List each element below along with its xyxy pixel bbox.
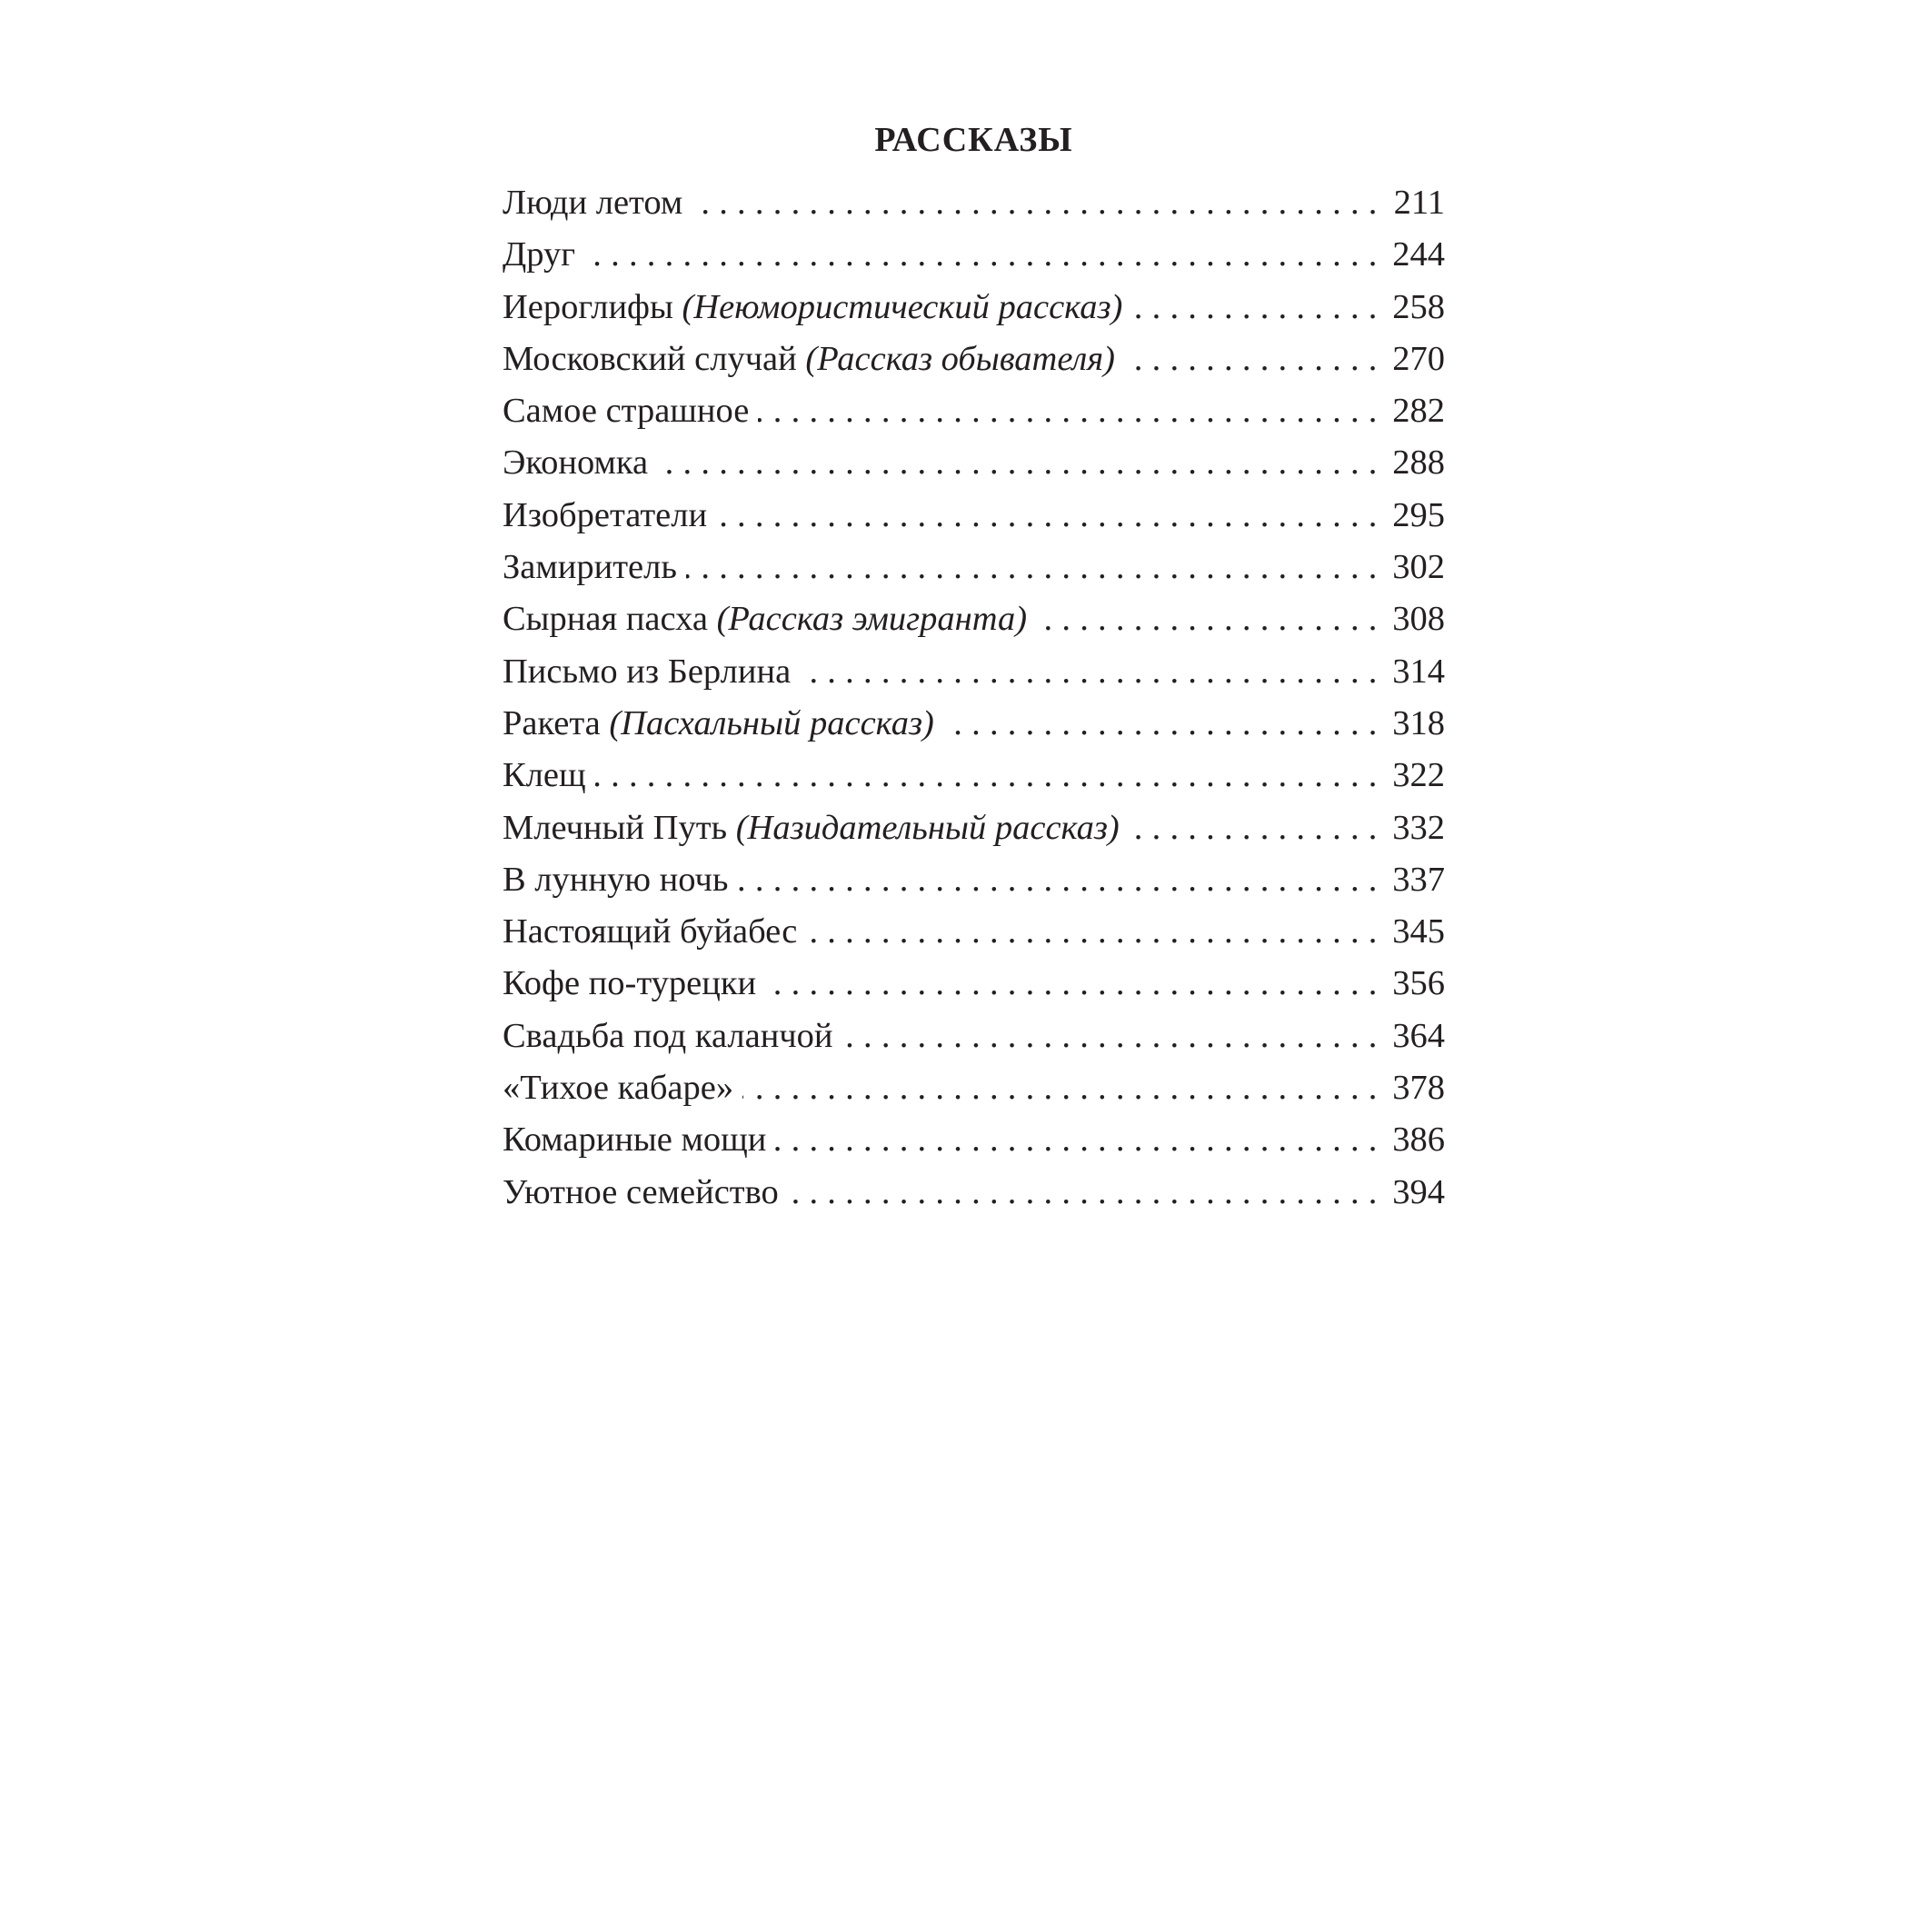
toc-entry-title: Млечный Путь (Назидательный рассказ) [503,809,1129,847]
toc-entry-title: «Тихое кабаре» [503,1069,742,1107]
toc-entry-page-number: 282 [1387,385,1445,437]
toc-entry-title: Кофе по-турецки [503,964,765,1002]
toc-entry [503,1062,1445,1114]
toc-entry [503,1011,1445,1062]
toc-entry-title: Люди летом [503,184,692,222]
toc-entry-title: Друг [503,235,584,274]
toc-entry-title: Свадьба под каланчой [503,1017,842,1055]
toc-entry [503,1167,1445,1219]
toc-entry-subtitle: (Назидательный рассказ) [735,808,1120,847]
toc-entry-page-number: 364 [1387,1011,1445,1062]
toc-entry [503,906,1445,958]
toc-entry-page-number: 211 [1389,177,1445,229]
toc-entry-page-number: 337 [1387,854,1445,906]
toc-entry [503,802,1445,854]
toc-entry-page-number: 378 [1387,1062,1445,1114]
toc-entry-page-number: 244 [1387,229,1445,281]
toc-entry-title: Настоящий буйабес [503,912,806,951]
toc-entry-subtitle: (Неюмористический рассказ) [682,287,1123,326]
toc-entry-title: Иероглифы (Неюмористический рассказ) [503,288,1131,326]
toc-entry [503,177,1445,229]
toc-entry [503,334,1445,385]
toc-entry [503,385,1445,437]
toc-entry [503,750,1445,802]
toc-entry-page-number: 322 [1387,750,1445,802]
toc-entry-page-number: 270 [1387,334,1445,385]
toc-entry [503,958,1445,1010]
section-heading: РАССКАЗЫ [874,121,1073,159]
toc-entry-page-number: 332 [1387,802,1445,854]
toc-entry-page-number: 258 [1387,282,1445,334]
toc-entry-page-number: 302 [1387,542,1445,593]
toc-entry-title: Комариные мощи [503,1120,775,1159]
toc-entry [503,490,1445,542]
toc-entry-title: Самое страшное [503,392,758,430]
toc-entry [503,437,1445,489]
toc-entry [503,1114,1445,1166]
toc-entry [503,542,1445,593]
toc-entry-page-number: 356 [1387,958,1445,1010]
toc-entry-page-number: 386 [1387,1114,1445,1166]
toc-entry-page-number: 314 [1387,646,1445,698]
toc-entry-title: Изобретатели [503,496,716,534]
toc-entry-title: В лунную ночь [503,861,737,899]
toc-entry-page-number: 394 [1387,1167,1445,1219]
toc-entry-page-number: 318 [1387,698,1445,750]
table-of-contents [503,177,1445,1219]
toc-entry [503,854,1445,906]
toc-entry-subtitle: (Рассказ эмигранта) [716,600,1028,639]
toc-entry-title: Письмо из Берлина [503,652,800,691]
toc-entry-title: Клещ [503,756,595,794]
toc-entry [503,698,1445,750]
toc-entry-page-number: 295 [1387,490,1445,542]
toc-entry [503,593,1445,645]
toc-entry-subtitle: (Пасхальный рассказ) [609,703,934,742]
toc-entry-title: Ракета (Пасхальный рассказ) [503,704,943,742]
toc-entry-title: Уютное семейство [503,1173,788,1211]
toc-entry-page-number: 345 [1387,906,1445,958]
toc-entry-title: Московский случай (Рассказ обывателя) [503,340,1124,378]
toc-entry-title: Сырная пасха (Рассказ эмигранта) [503,600,1036,638]
toc-entry-title: Экономка [503,443,657,482]
toc-entry-title: Замиритель [503,548,686,586]
toc-entry-page-number: 288 [1387,437,1445,489]
toc-entry [503,282,1445,334]
toc-entry [503,646,1445,698]
toc-entry-page-number: 308 [1387,593,1445,645]
toc-entry-subtitle: (Рассказ обывателя) [805,339,1115,378]
toc-entry [503,229,1445,281]
